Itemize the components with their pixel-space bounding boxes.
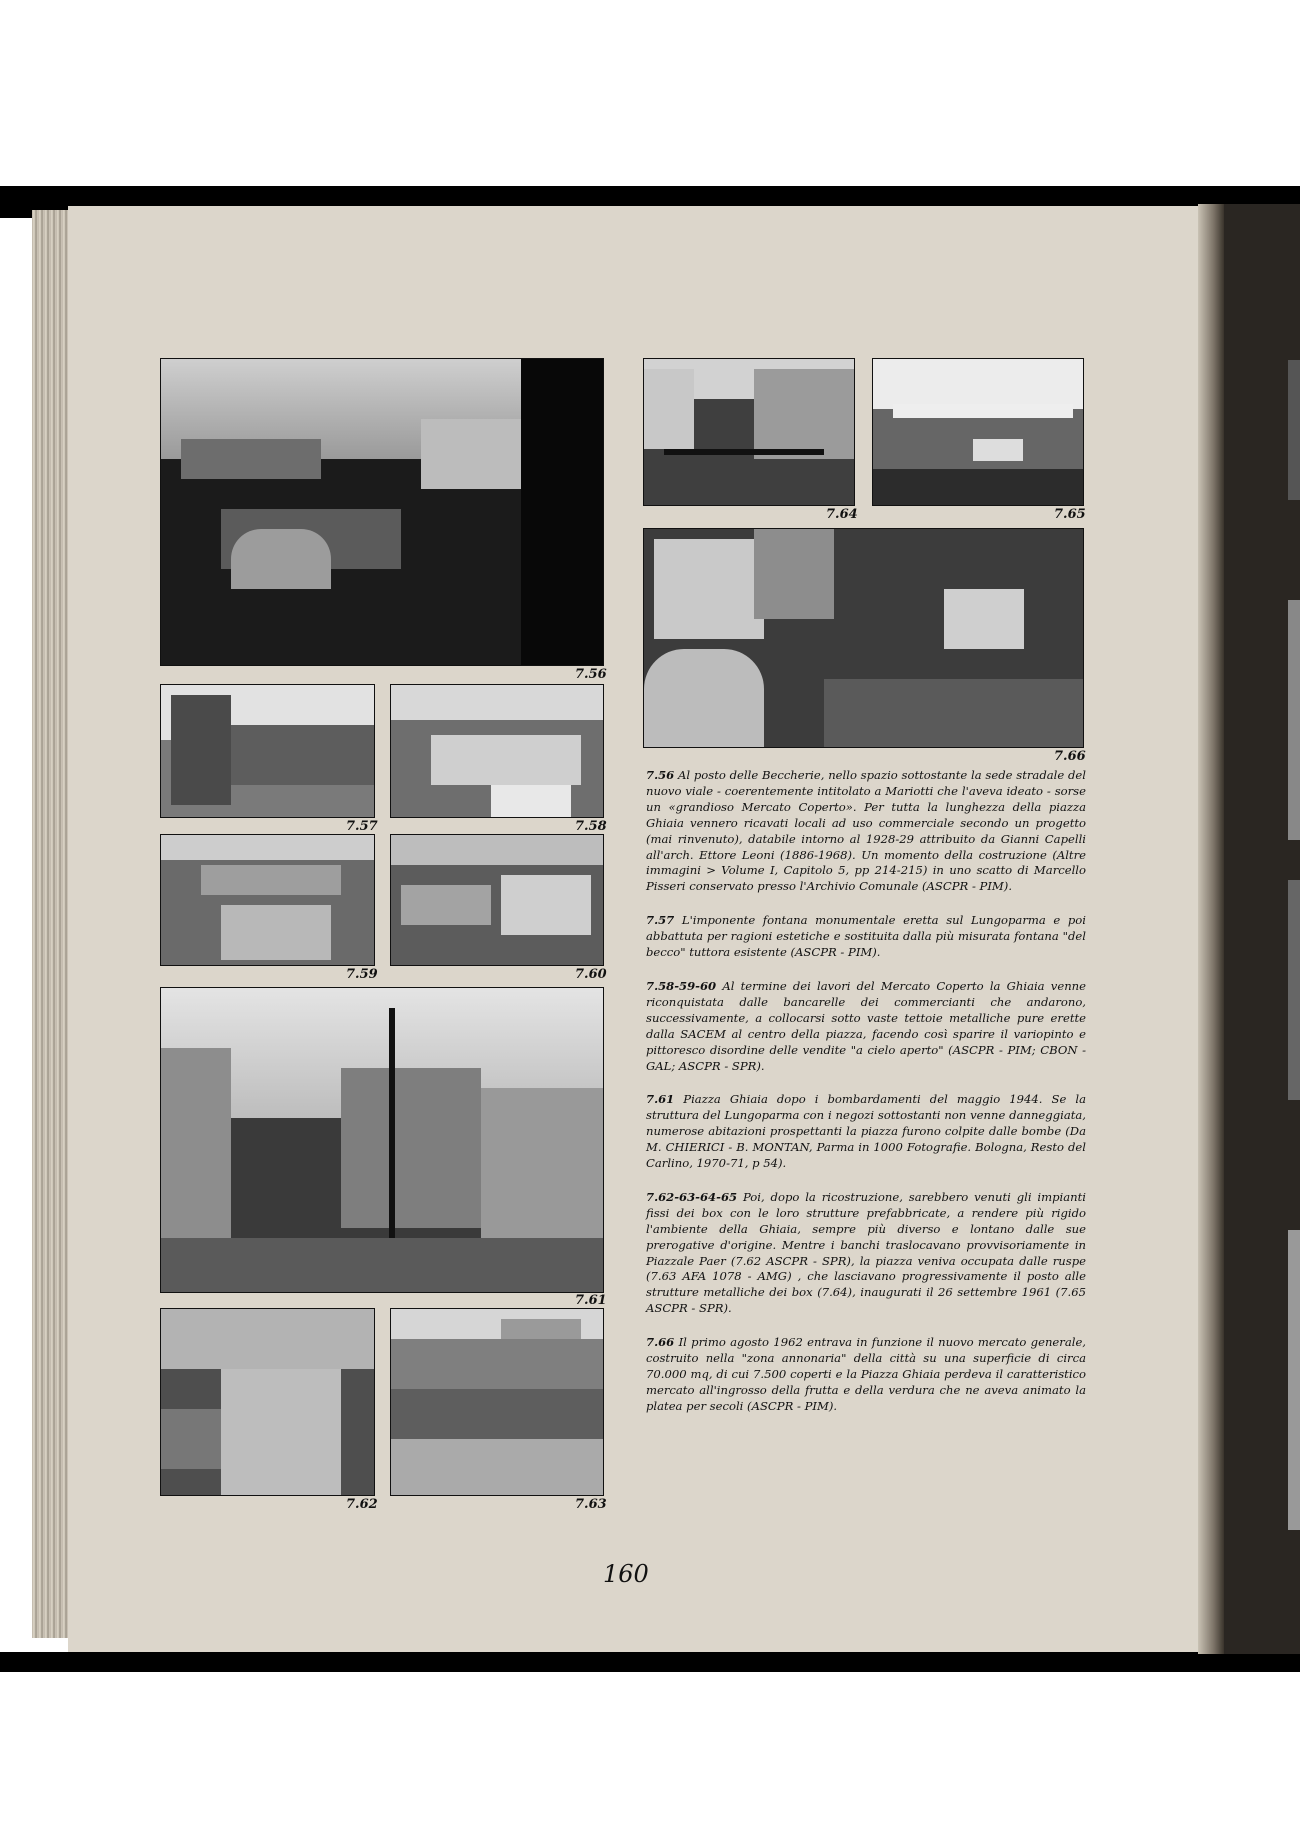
figure-label: 7.62 <box>346 1497 378 1512</box>
caption-ref: 7.66 <box>646 1335 675 1350</box>
page-number: 160 <box>603 1560 649 1588</box>
figure-label: 7.56 <box>575 667 607 682</box>
photo-7-66 <box>643 528 1084 748</box>
caption-text: Il primo agosto 1962 entrava in funzione il nuovo mercato generale, costruito nella "zona annonaria" della città su una superficie di circa 70.000 mq, di cui 7.500 coperti e la Piazza Ghiaia perdeva il caratteristico mercato all'ingrosso della frutta e della verdura che ne aveva animato la platea per secoli (ASCPR - PIM). <box>646 1335 1086 1413</box>
scan-bottom-border <box>0 1652 1300 1672</box>
figure-label: 7.65 <box>1054 507 1086 522</box>
figure-label: 7.64 <box>826 507 858 522</box>
caption-7-58-59-60 <box>646 979 1086 1074</box>
figure-label: 7.60 <box>575 967 607 982</box>
caption-7-56 <box>646 768 1086 895</box>
caption-7-61 <box>646 1092 1086 1172</box>
figure-label: 7.66 <box>1054 749 1086 764</box>
facing-page-strip <box>1288 600 1300 840</box>
caption-text: Al posto delle Beccherie, nello spazio sottostante la sede stradale del nuovo viale - coerentemente intitolato a Mariotti che l'aveva ideato - sorse un «grandioso Mercato Coperto». Per tutta la lunghezza della piazza Ghiaia vennero ricavati locali ad uso commerciale secondo un progetto (mai rinvenuto), databile intorno al 1928-29 attribuito da Gianni Capelli all'arch. Ettore Leoni (1886-1968). Un momento della costruzione (Altre immagini > Volume I, Capitolo 5, pp 214-215) in uno scatto di Marcello Pisseri conservato presso l'Archivio Comunale (ASCPR - PIM). <box>646 768 1086 894</box>
caption-text: Piazza Ghiaia dopo i bombardamenti del maggio 1944. Se la struttura del Lungoparma con i negozi sottostanti non venne danneggiata, numerose abitazioni prospettanti la piazza furono colpite dalle bombe (Da M. CHIERICI - B. MONTAN, Parma in 1000 Fotografie. Bologna, Resto del Carlino, 1970-71, p 54). <box>646 1092 1086 1171</box>
figure-label: 7.57 <box>346 819 378 834</box>
photo-7-62 <box>160 1308 375 1496</box>
photo-7-63 <box>390 1308 604 1496</box>
photo-7-61 <box>160 987 604 1293</box>
caption-ref: 7.56 <box>646 768 675 782</box>
photo-7-57 <box>160 684 375 818</box>
caption-ref: 7.62-63-64-65 <box>646 1189 738 1204</box>
caption-ref: 7.61 <box>646 1092 675 1107</box>
book-gutter <box>1198 204 1224 1654</box>
caption-ref: 7.58-59-60 <box>646 978 717 993</box>
caption-7-57 <box>646 913 1086 961</box>
captions-column <box>646 768 1086 1433</box>
photo-7-56 <box>160 358 604 666</box>
photo-7-65 <box>872 358 1084 506</box>
figure-label: 7.63 <box>575 1497 607 1512</box>
facing-page-strip <box>1288 360 1300 500</box>
caption-text: Al termine dei lavori del Mercato Coperto la Ghiaia venne riconquistata dalle bancarelle dei commercianti che andarono, successivamente, a collocarsi sotto vaste tettoie metalliche pure erette dalla SACEM al centro della piazza, facendo così sparire il variopinto e pittoresco disordine delle vendite "a cielo aperto" (ASCPR - PIM; CBON - GAL; ASCPR - SPR). <box>646 978 1086 1073</box>
facing-page-strip <box>1288 1230 1300 1530</box>
caption-7-66 <box>646 1335 1086 1415</box>
caption-text: L'imponente fontana monumentale eretta sul Lungoparma e poi abbattuta per ragioni estetiche e sostituita dalla più misurata fontana "del becco" tuttora esistente (ASCPR - PIM). <box>646 913 1086 960</box>
caption-text: Poi, dopo la ricostruzione, sarebbero venuti gli impianti fissi dei box con le loro strutture prefabbricate, a rendere più rigido l'ambiente della Ghiaia, sempre più diverso e lontano dalle sue prerogative d'origine. Mentre i banchi traslocavano provvisoriamente in Piazzale Paer (7.62 ASCPR - SPR), la piazza veniva occupata dalle ruspe (7.63 AFA 1078 - AMG) , che lasciavano progressivamente il posto alle strutture metalliche dei box (7.64), inaugurati il 26 settembre 1961 (7.65 ASCPR - SPR). <box>646 1189 1087 1316</box>
photo-7-60 <box>390 834 604 966</box>
figure-label: 7.58 <box>575 819 607 834</box>
figure-label: 7.61 <box>575 1293 607 1308</box>
facing-page-strip <box>1288 880 1300 1100</box>
caption-ref: 7.57 <box>646 913 675 928</box>
caption-7-62-63-64-65 <box>646 1190 1086 1317</box>
figure-label: 7.59 <box>346 967 378 982</box>
photo-7-59 <box>160 834 375 966</box>
photo-7-64 <box>643 358 855 506</box>
photo-7-58 <box>390 684 604 818</box>
